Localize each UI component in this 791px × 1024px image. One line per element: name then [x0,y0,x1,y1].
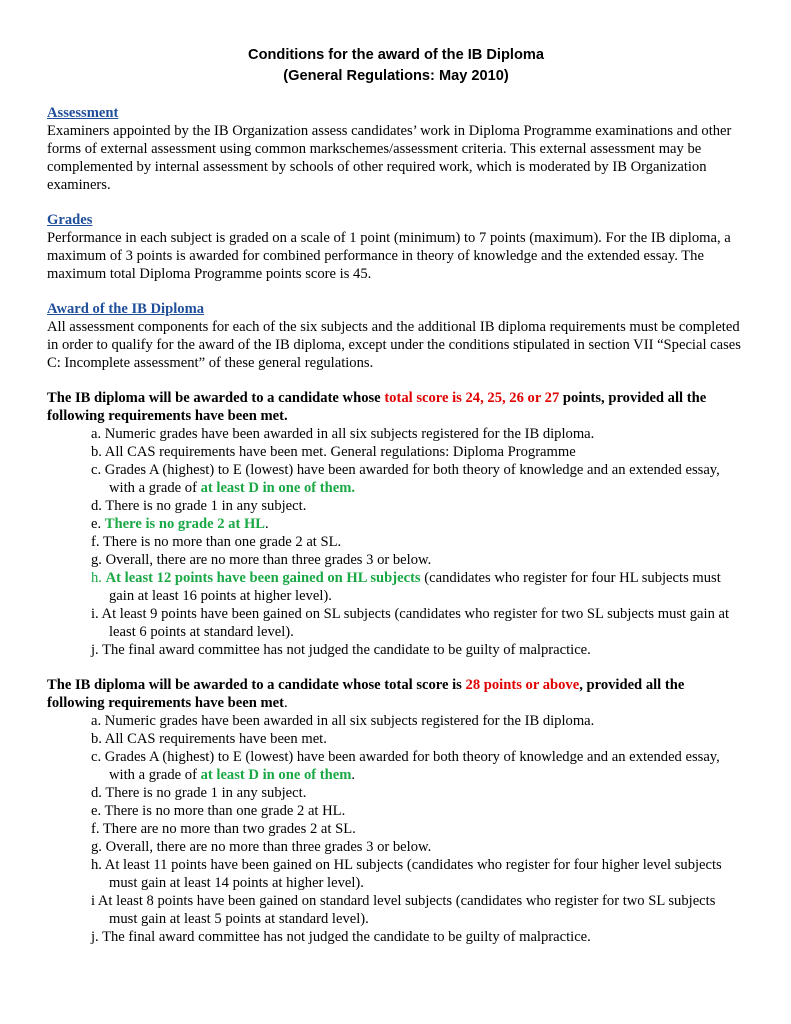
list-item [91,569,745,605]
list-item [91,461,745,497]
list-item: f. There is no more than one grade 2 at SL. [91,534,342,550]
group1-c-text: c. Grades A (highest) to E (lowest) have been awarded for both theory of knowledge and an extended essay, with a grade of [91,462,720,496]
list-item: d. There is no grade 1 in any subject. [91,785,307,801]
list-item: b. All CAS requirements have been met. [91,731,327,747]
list-item [91,748,745,784]
group2-c-highlight: at least D in one of them [200,767,352,783]
list-item: a. Numeric grades have been awarded in all six subjects registered for the IB diploma. [91,713,595,729]
list-item: d. There is no grade 1 in any subject. [91,498,307,514]
group1-c-highlight: at least D in one of them. [200,480,356,496]
list-item: e. There is no more than one grade 2 at HL. [91,803,346,819]
group1-e-highlight: There is no grade 2 at HL [104,516,266,532]
group2-lead-post: , provided all the following requirements have been met [47,677,685,711]
page-title: Conditions for the award of the IB Diploma [248,47,544,63]
group1-list [47,425,745,659]
award-heading: Award of the IB Diploma [47,301,205,317]
list-item: g. Overall, there are no more than three grades 3 or below. [91,552,432,568]
group2-list [47,712,745,946]
group2-lead-highlight: 28 points or above [465,677,580,693]
grades-body: Performance in each subject is graded on a scale of 1 point (minimum) to 7 points (maximum). For the IB diploma, a maximum of 3 points is awarded for combined performance in theory of knowledge and the extended essay. The maximum total Diploma Programme points score is 45. [47,230,731,282]
list-item: j. The final award committee has not judged the candidate to be guilty of malpractice. [91,642,591,658]
group2-lead-pre: The IB diploma will be awarded to a candidate whose total score is [47,677,466,693]
group1-e-prefix: e. [91,516,105,532]
group1-h-highlight: At least 12 points have been gained on HL subjects [105,570,421,586]
group1-lead-pre: The IB diploma will be awarded to a candidate whose [47,390,385,406]
group1-lead-highlight: total score is 24, 25, 26 or 27 [384,390,560,406]
grades-section [47,211,745,283]
group1-h-suffix: (candidates who register for four HL subjects must gain at least 16 points at higher level). [109,570,721,604]
page-subtitle: (General Regulations: May 2010) [283,68,509,84]
assessment-heading: Assessment [47,105,119,121]
requirements-group-24-27 [47,389,745,659]
list-item [91,515,745,533]
list-item: b. All CAS requirements have been met. General regulations: Diploma Programme [91,444,576,460]
list-item: g. Overall, there are no more than three grades 3 or below. [91,839,432,855]
award-body: All assessment components for each of the six subjects and the additional IB diploma requirements must be completed in order to qualify for the award of the IB diploma, except under the conditions stipulated in section VII “Special cases C: Incomplete assessment” of these general regulations. [47,319,741,371]
award-section [47,300,745,372]
list-item: a. Numeric grades have been awarded in all six subjects registered for the IB diploma. [91,426,595,442]
group2-lead-end: . [284,695,288,711]
list-item: f. There are no more than two grades 2 at SL. [91,821,356,837]
assessment-body: Examiners appointed by the IB Organization assess candidates’ work in Diploma Programme examinations and other forms of external assessment using common markschemes/assessment criteria. This external assessment may be complemented by internal assessment by schools of other required work, which is moderated by IB Organization examiners. [47,123,732,193]
title-block [47,45,745,87]
grades-heading: Grades [47,212,93,228]
group1-lead-post: points, provided all the following requirements have been met. [47,390,707,424]
list-item: i At least 8 points have been gained on standard level subjects (candidates who register for two SL subjects must gain at least 5 points at standard level). [91,893,716,927]
group2-lead [47,676,745,712]
group1-h-prefix: h. [91,570,106,586]
list-item: j. The final award committee has not judged the candidate to be guilty of malpractice. [91,929,591,945]
group2-c-suffix: . [351,767,356,783]
list-item: i. At least 9 points have been gained on SL subjects (candidates who register for two SL subjects must gain at least 6 points at standard level). [91,606,730,640]
group1-lead [47,389,745,425]
group2-c-text: c. Grades A (highest) to E (lowest) have been awarded for both theory of knowledge and an extended essay, with a grade of [91,749,720,783]
list-item: h. At least 11 points have been gained on HL subjects (candidates who register for four higher level subjects must gain at least 14 points at higher level). [91,857,722,891]
requirements-group-28-plus [47,676,745,946]
group1-e-suffix: . [265,516,269,532]
assessment-section [47,104,745,194]
